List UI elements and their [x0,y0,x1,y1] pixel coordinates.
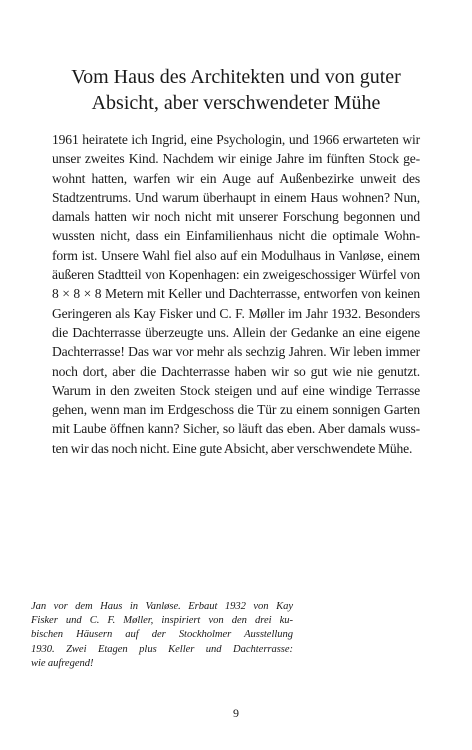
body-line: wohnt hatten, warfen wir ein Auge auf Außenbezirke unweit des [52,170,420,186]
page-number: 9 [233,706,239,720]
photo-caption [31,600,293,671]
caption-line: 1930. Zwei Etagen plus Keller und Dachterrasse: [31,643,293,655]
body-line: noch dort, aber die Dachterrasse haben wir so gut wie nie genutzt. [52,363,420,379]
body-line: ten wir das noch nicht. Eine gute Absicht, aber verschwendete Mühe. [52,440,413,456]
body-line: Stadtzentrums. Und warum überhaupt in einem Haus wohnen? Nun, [52,189,420,205]
caption-line: bischen Häusern auf der Stockholmer Ausstellung [31,629,293,641]
body-line: 8 × 8 × 8 Metern mit Keller und Dachterrasse, entworfen von keinen [52,286,420,302]
body-line: wussten nicht, dass ein Einfamilienhaus nicht die optimale Wohn- [52,228,420,244]
body-line: äußeren Stadtteil von Kopenhagen: ein zweigeschossiger Würfel von [52,267,420,283]
chapter-title-line: Absicht, aber verschwendeter Mühe [91,92,381,114]
body-line: 1961 heiratete ich Ingrid, eine Psychologin, und 1966 erwarteten wir [52,132,420,147]
body-line: unser zweites Kind. Nachdem wir einige Jahre im fünften Stock ge- [52,151,420,167]
body-paragraph [52,130,420,458]
body-line: mit Laube öffnen kann? Sicher, so läuft das eben. Aber damals wuss- [52,421,420,437]
caption-line: Fisker und C. F. Møller, inspiriert von den drei ku- [31,615,293,627]
chapter-title [50,64,422,116]
body-line: form ist. Unsere Wahl fiel also auf ein Modulhaus in Vanløse, einem [52,247,420,263]
body-line: Dachterrasse! Das war vor mehr als sechzig Jahren. Wir leben immer [52,344,420,360]
body-line: die Dachterrasse überzeugte uns. Allein der Gedanke an eine eigene [52,324,420,340]
chapter-title-line: Vom Haus des Architekten und von guter [71,66,401,88]
caption-line: Jan vor dem Haus in Vanløse. Erbaut 1932 von Kay [31,601,293,612]
body-line: Warum in den zweiten Stock steigen und auf eine windige Terrasse [52,382,420,398]
body-line: damals hatten wir noch nicht mit unserer Forschung begonnen und [52,209,420,225]
body-line: Geringeren als Kay Fisker und C. F. Møller im Jahr 1932. Besonders [52,305,420,321]
caption-line: wie aufregend! [31,657,94,669]
body-line: gehen, wenn man im Erdgeschoss die Tür zu einem sonnigen Garten [52,402,420,418]
